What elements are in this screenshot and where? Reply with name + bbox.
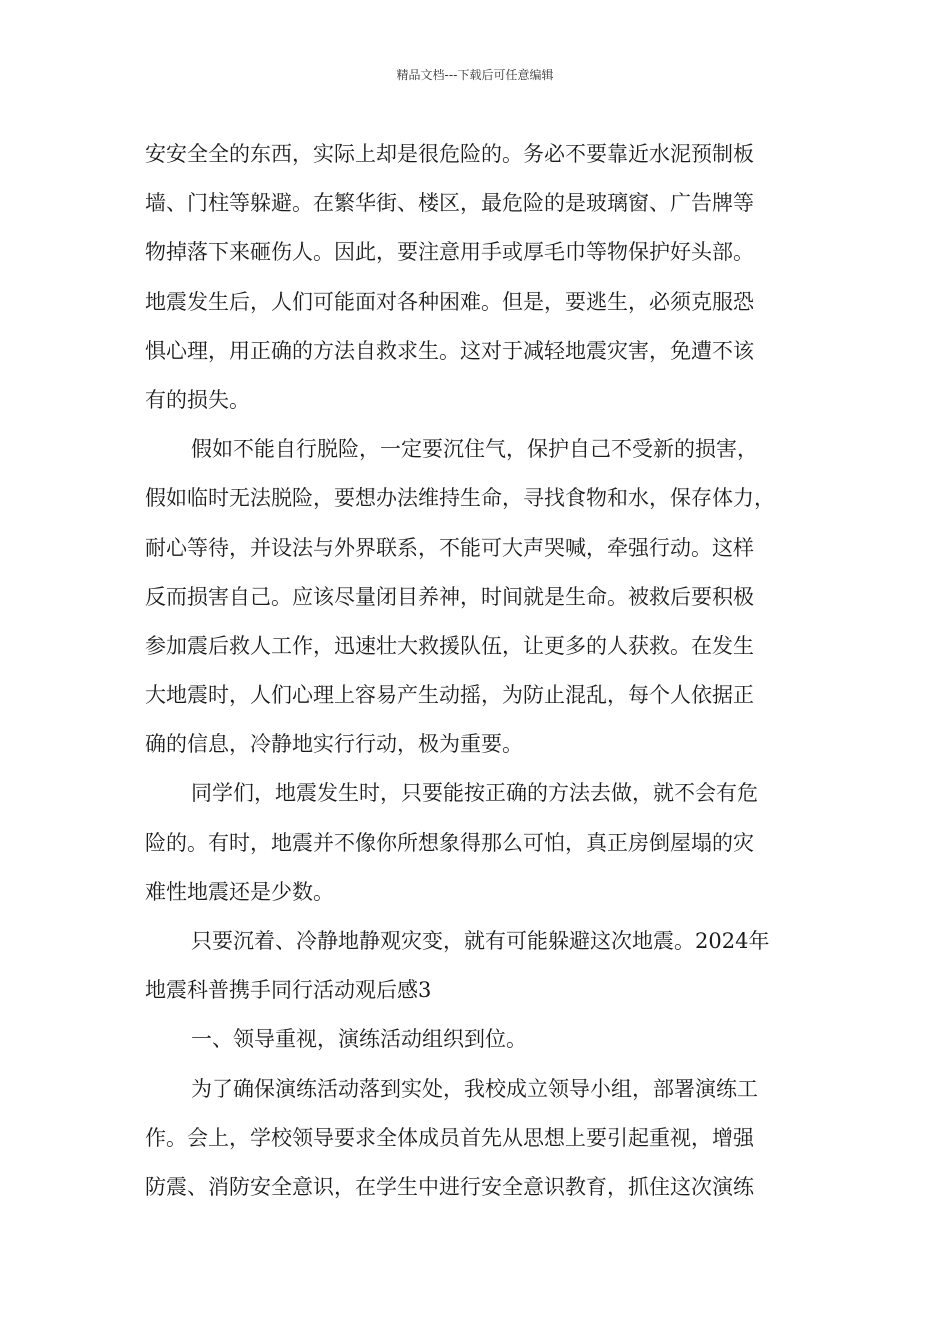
text-line: 有的损失。 bbox=[145, 387, 250, 412]
text-line: 防震、消防安全意识，在学生中进行安全意识教育，抓住这次演练 bbox=[145, 1174, 754, 1199]
text-line: 难性地震还是少数。 bbox=[145, 879, 334, 904]
document-body bbox=[145, 130, 825, 1212]
text-line: 耐心等待，并设法与外界联系，不能可大声哭喊，牵强行动。这样 bbox=[145, 535, 754, 560]
text-line: 惧心理，用正确的方法自救求生。这对于减轻地震灾害，免遭不该 bbox=[145, 338, 754, 363]
text-line: 假如临时无法脱险，要想办法维持生命，寻找食物和水，保存体力， bbox=[145, 486, 775, 511]
paragraph-start: 为了确保演练活动落到实处，我校成立领导小组，部署演练工 bbox=[191, 1076, 758, 1101]
page-header: 精品文档---下载后可任意编辑 bbox=[396, 68, 554, 82]
text-line: 作。会上，学校领导要求全体成员首先从思想上要引起重视，增强 bbox=[145, 1125, 754, 1150]
paragraph-start: 假如不能自行脱险，一定要沉住气，保护自己不受新的损害， bbox=[191, 437, 758, 462]
text-line: 参加震后救人工作，迅速壮大救援队伍，让更多的人获救。在发生 bbox=[145, 633, 754, 658]
text-line: 险的。有时，地震并不像你所想象得那么可怕，真正房倒屋塌的灾 bbox=[145, 830, 754, 855]
text-line: 墙、门柱等躲避。在繁华街、楼区，最危险的是玻璃窗、广告牌等 bbox=[145, 191, 754, 216]
text-line: 确的信息，冷静地实行行动，极为重要。 bbox=[145, 732, 523, 757]
text-line: 地震科普携手同行活动观后感3 bbox=[145, 978, 432, 1003]
text-line: 安安全全的东西，实际上却是很危险的。务必不要靠近水泥预制板 bbox=[145, 142, 754, 166]
paragraph-start: 只要沉着、冷静地静观灾变，就有可能躲避这次地震。2024年 bbox=[191, 929, 770, 953]
paragraph-start: 同学们，地震发生时，只要能按正确的方法去做，就不会有危 bbox=[191, 781, 758, 806]
section-heading: 一、领导重视，演练活动组织到位。 bbox=[191, 1027, 527, 1052]
text-line: 反而损害自己。应该尽量闭目养神，时间就是生命。被救后要积极 bbox=[145, 584, 754, 609]
text-line: 地震发生后，人们可能面对各种困难。但是，要逃生，必须克服恐 bbox=[145, 289, 754, 314]
text-line: 物掉落下来砸伤人。因此，要注意用手或厚毛巾等物保护好头部。 bbox=[145, 240, 754, 265]
text-line: 大地震时，人们心理上容易产生动摇，为防止混乱，每个人依据正 bbox=[145, 683, 754, 708]
